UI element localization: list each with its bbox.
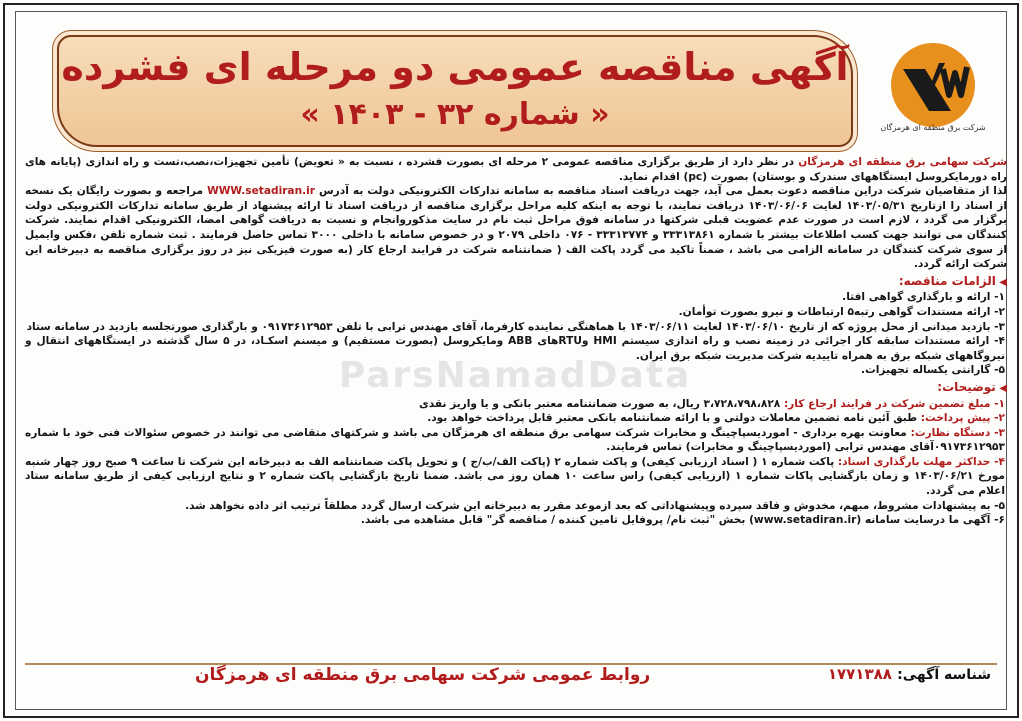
requirement-item: ۱- ارائه و بارگذاری گواهی افتا. xyxy=(842,291,1005,304)
instructions-paragraph xyxy=(25,184,1007,272)
announcement-body xyxy=(25,155,1007,655)
note-item: ۱- مبلغ تضمین شرکت در فرایند ارجاع کار: ۳،۷۲۸،۷۹۸،۸۲۸ ریال، به صورت ضمانتنامه معتبر بانکی و یا واریز نقدی xyxy=(418,397,1005,410)
note-item: ۴- حداکثر مهلت بارگذاری اسناد: پاکت شماره ۱ ( اسناد ارزیابی کیفی) و پاکت شماره ۲ (پاکت الف/ب/ج ) و تحویل پاکت ضمانتنامه الف به دبیرخانه این شرکت تا ساعت ۹ صبح روز چهار شنبه مورخ ۱۴۰۳/۰۶/۲۱ و زمان بازگشایی پاکات شماره ۱ (ارزیابی کیفی) راس ساعت ۱۰ همان روز می باشد. ضمنا تاریخ بازگشایی پاکت شماره ۲ و نتایج ارزیابی کیفی از طریق سامانه ستاد اعلام می گردد. xyxy=(25,455,1005,498)
intro-paragraph xyxy=(25,155,1007,184)
logo-caption: شرکت برق منطقه ای هرمزگان xyxy=(880,123,986,132)
note-item: ۲- پیش پرداخت: طبق آئین نامه تضمین معاملات دولتی و با ارائه ضمانتنامه بانکی معتبر قابل پرداخت خواهد بود. xyxy=(427,412,1005,425)
footer xyxy=(25,665,997,695)
watermark: ParsNamadData xyxy=(338,355,692,396)
triangle-icon: ◀ xyxy=(995,276,1007,288)
note-item: ۵- به پیشنهادات مشروط، مبهم، مخدوش و فاقد سپرده وپیشنهاداتی که بعد ازموعد مقرر به دبیرخانه این شرکت ارسال گردد مطلقاً ترتیب اثر داده نخواهد شد. xyxy=(185,499,1005,512)
requirement-item: ۲- ارائه مستندات گواهی رتبه۵ ارتباطات و نیرو بصورت توأمان. xyxy=(678,305,1005,318)
setadiran-link[interactable]: WWW.setadiran.ir xyxy=(207,185,315,198)
company-logo-icon xyxy=(885,39,981,131)
requirement-item: ۴- ارائه مستندات سابقه کار اجرائی در زمینه نصب و راه اندازی سیستم HMI وRTUهای ABB ومایکروسل (بصورت مستقیم) و میسنم اسکـاد، در ۵ سال گذشته در ایستگاههای انتقال و نیروگاههای شبکه برق به همراه تاییدیه شرکت مدیریت شبکه برق ایران. xyxy=(25,335,1005,362)
requirement-item: ۵- گارانتی یکساله تجهیزات. xyxy=(861,364,1005,377)
requirement-item: ۳- بازدید میدانی از محل پروژه که از تاریخ ۱۴۰۳/۰۶/۱۰ لغایت ۱۴۰۳/۰۶/۱۱ با هماهنگی نماینده کارفرما، آقای مهندس ترابی با تلفن ۰۹۱۷۳۶۱۲۹۵۳ و بارگذاری صورتجلسه بازدید در سامانه ستاد xyxy=(26,320,1005,333)
ad-id xyxy=(828,665,991,683)
tender-number: « شماره ۳۲ - ۱۴۰۳ » xyxy=(300,97,610,132)
ad-id-label: شناسه آگهی: xyxy=(897,667,991,683)
advertisement-page xyxy=(3,3,1019,718)
note-item: ۶- آگهی ما درسایت سامانه (www.setadiran.ir) بخش "ثبت نام/ پروفایل تامین کننده / مناقصه گر" قابل مشاهده می باشد. xyxy=(360,514,1005,527)
note-item: ۳- دستگاه نظارت: معاونت بهره برداری - اموردیسپاچینگ و مخابرات شرکت سهامی برق منطقه ای هرمزگان می باشد و شرکتهای متقاضی می توانند در خصوص سئوالات فنی خود با شماره ۰۹۱۷۳۶۱۲۹۵۳آقای مهندس ترابی (اموردیسپاچینگ و مخابرات) تماس فرمایند. xyxy=(25,426,1005,454)
page-title: آگهی مناقصه عمومی دو مرحله ای فشرده xyxy=(61,45,849,89)
triangle-icon: ◀ xyxy=(995,382,1007,394)
requirements-heading: ◀ الزامات مناقصه: xyxy=(898,273,1007,288)
public-relations-signature: روابط عمومی شرکت سهامی برق منطقه ای هرمزگان xyxy=(195,665,651,685)
intro-text: در نظر دارد از طریق برگزاری مناقصه عمومی ۲ مرحله ای بصورت فشرده ، نسبت به « تعویض) تأمین تجهیزات،نصب،تست و راه اندازی (پایانه های راه دورمایکروسل ایستگاههای سندرک و بوستان) بصورت (pc) اقدام نماید. xyxy=(25,156,1007,183)
ad-id-value: ۱۷۷۱۳۸۸ xyxy=(827,665,892,683)
instructions-text-a: لذا از متقاضیان شرکت دراین مناقصه دعوت بعمل می آید، جهت دریافت اسناد مناقصه به سامانه تدارکات الکترونیکی دولت به آدرس xyxy=(315,185,1007,198)
notes-heading: ◀ توضیحات: xyxy=(937,379,1007,394)
header-banner xyxy=(57,35,853,147)
instructions-text-b: مراجعه و بصورت رایگان یک نسخه از اسناد را ازتاریخ ۱۴۰۳/۰۵/۳۱ لغایت ۱۴۰۳/۰۶/۰۶ دریافت نمایند، با توجه به اینکه کلیه مراحل برگزاری مناقصه از دریافت اسناد تا ارائه پیشنهاد از طریق سامانه تدارکات الکترونیکی دولت برگزار می گردد ، لازم است در صورت عدم عضویت قبلی شرکتها در سامانه فوق مراحل ثبت نام در سایت مذکوروانجام و نسبت به دریافت گواهی امضا، الکترونیکی اقدام نمایند. شرکت کنندگان می توانند جهت کسب اطلاعات بیشتر با شماره ۳۳۳۱۳۸۶۱ و ۳۳۳۱۳۷۷۴ - ۰۷۶ داخلی ۲۰۷۹ و در خصوص سامانه با داخلی ۳۰۰۰ تماس حاصل فرمایند . ثبت شماره تلفن ،فکس وایمیل از سوی شرکت کنندگان در سامانه الزامی می باشد ، ضمناً تاکید می گردد پاکت الف ( ضمانتنامه شرکت در فرایند ارجاع کار (به صورت فیزیکی نیز در روز برگزاری مناقصه به دبیرخانه این شرکت ارائه گردد. xyxy=(25,185,1007,271)
company-name: شرکت سهامی برق منطقه ای هرمزگان xyxy=(798,156,1007,168)
